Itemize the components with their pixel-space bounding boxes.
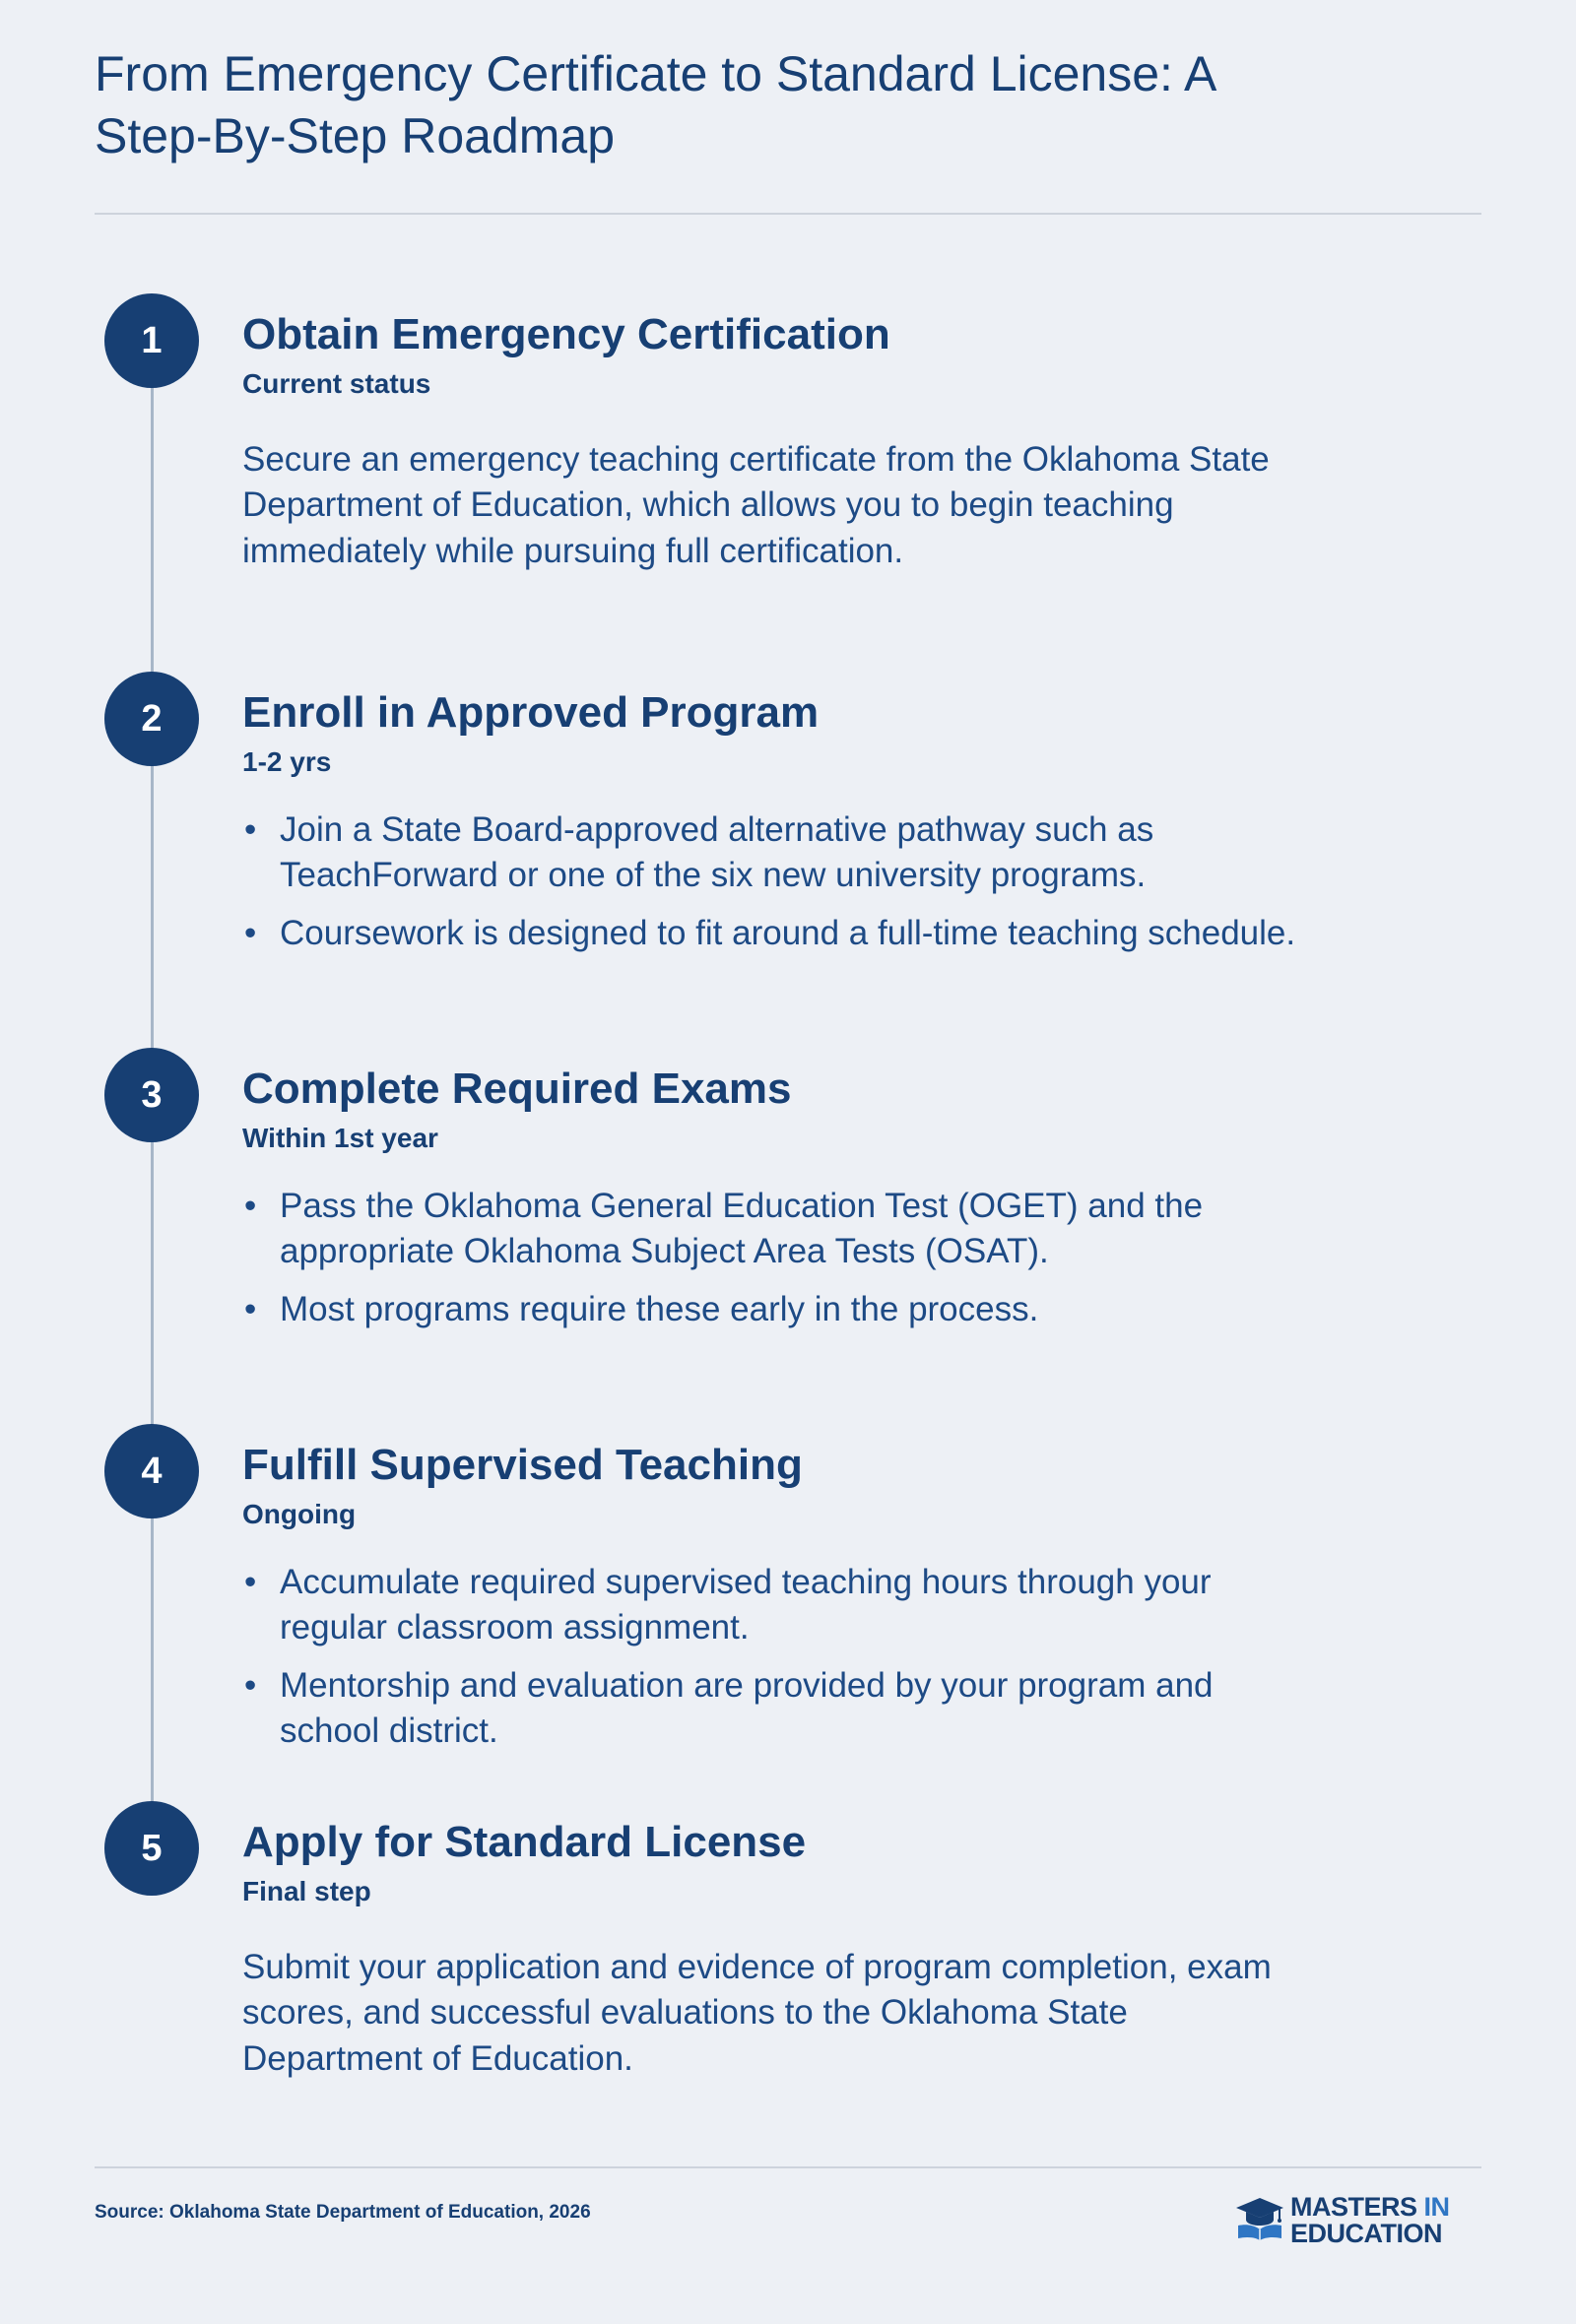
bullet-text: Coursework is designed to fit around a full-time teaching schedule. [280,913,1296,952]
bullet-text: Join a State Board-approved alternative pathway such as TeachForward or one of the six new university programs. [280,809,1154,895]
step-title: Fulfill Supervised Teaching [242,1441,803,1489]
bullet-text: Most programs require these early in the process. [280,1289,1039,1328]
bullet-item [242,1560,1306,1651]
logo-line-1 [1290,2194,1450,2221]
step-timeframe: Ongoing [242,1498,357,1529]
bullet-text: Pass the Oklahoma General Education Test (OGET) and the appropriate Oklahoma Subject Area Tests (OSAT). [280,1186,1204,1271]
bullet-item [242,911,1306,957]
step-number-badge: 1 [104,293,199,388]
step-description: Submit your application and evidence of program completion, exam scores, and successful evaluations to the Oklahoma State Department of Education. [242,1947,1272,2078]
bullet-text: Accumulate required supervised teaching hours through your regular classroom assignment. [280,1562,1212,1647]
step-content [242,293,1326,574]
source-citation: Source: Oklahoma State Department of Education, 2026 [95,2202,591,2223]
bullet-dot: • [244,1289,257,1328]
step-timeframe: Within 1st year [242,1122,438,1153]
step-title: Apply for Standard License [242,1818,807,1866]
footer-divider [95,2166,1481,2168]
masters-in-education-logo [1235,2188,1481,2251]
step-timeframe: Current status [242,367,431,399]
step-number-badge: 4 [104,1424,199,1518]
step-timeframe: 1-2 yrs [242,745,332,777]
step-content [242,1801,1326,2082]
bullet-item [242,807,1306,899]
step-number-badge: 3 [104,1048,199,1142]
step-number-badge: 5 [104,1801,199,1896]
step-timeframe: Final step [242,1875,371,1906]
bullet-dot: • [244,1562,257,1601]
bullet-text: Mentorship and evaluation are provided by your program and school district. [280,1665,1214,1751]
bullet-item [242,1287,1306,1333]
bullet-dot: • [244,913,257,952]
bullet-dot: • [244,1186,257,1225]
step-bullet-list [242,1184,1306,1333]
step-title: Obtain Emergency Certification [242,310,890,358]
step-content [242,1048,1326,1344]
logo-wordmark [1290,2194,1450,2247]
logo-word-masters: MASTERS [1290,2192,1417,2222]
bullet-dot: • [244,1665,257,1705]
bullet-dot: • [244,809,257,849]
step-title: Complete Required Exams [242,1065,792,1113]
step-content [242,1424,1326,1767]
step-number-badge: 2 [104,672,199,766]
step-title: Enroll in Approved Program [242,688,820,737]
logo-line-2: EDUCATION [1290,2219,1442,2248]
step-bullet-list [242,807,1306,957]
bullet-item [242,1663,1306,1755]
page-title: From Emergency Certificate to Standard License: A Step-By-Step Roadmap [95,46,1215,163]
bullet-item [242,1184,1306,1275]
step-bullet-list [242,1560,1306,1755]
step-content [242,672,1326,968]
logo-word-in: IN [1423,2192,1450,2222]
title-divider [95,213,1481,215]
step-description: Secure an emergency teaching certificate from the Oklahoma State Department of Education, which allows you to begin teaching immediately while pursuing full certification. [242,439,1270,570]
graduation-cap-book-icon [1235,2196,1284,2241]
